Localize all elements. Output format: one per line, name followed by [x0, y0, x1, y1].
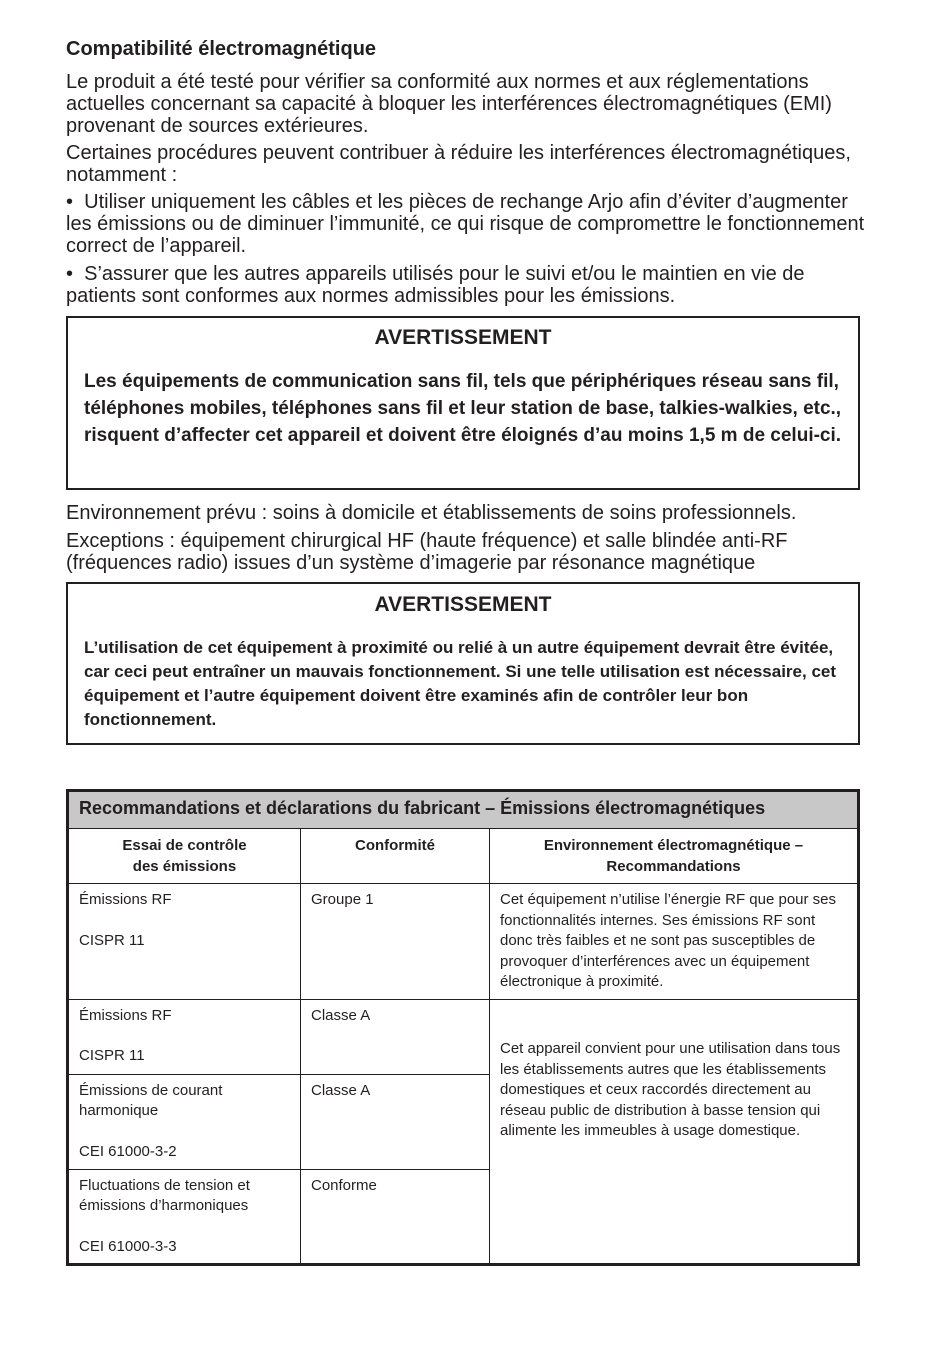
bullet-item — [66, 263, 866, 307]
compliance-cell: Classe A — [301, 999, 490, 1074]
column-header: Environnement électromagnétique – Recommandations — [490, 829, 859, 884]
table-row — [68, 999, 859, 1074]
warning-text: L’utilisation de cet équipement à proximité ou relié à un autre équipement devrait être évitée, car ceci peut entraîner un mauvais fonctionnement. Si une telle utilisation est nécessaire, cet équipement et l’autre équipement doivent être examinés afin de contrôler leur bon fonctionnement. — [84, 638, 837, 729]
environment-cell: Cet équipement n’utilise l’énergie RF que pour ses fonctionnalités internes. Ses émissions RF sont donc très faibles et ne sont pas susceptibles de provoquer d’interférences avec un équipement électronique à proximité. — [490, 884, 859, 1000]
emissions-table — [66, 789, 860, 1266]
bullet-item — [66, 191, 866, 257]
environment-cell: Cet appareil convient pour une utilisation dans tous les établissements autres que les établissements domestiques et ceux raccordés directement au réseau public de distribution à basse tension qui alimente les immeubles à usage domestique. — [490, 999, 859, 1265]
compliance-cell: Conforme — [301, 1169, 490, 1265]
intro-paragraph: Le produit a été testé pour vérifier sa conformité aux normes et aux réglementations actuelles concernant sa capacité à bloquer les interférences électromagnétiques (EMI) provenant de sources extérieures. — [66, 71, 832, 137]
warning-title: AVERTISSEMENT — [374, 593, 552, 616]
test-cell: Émissions RF CISPR 11 — [68, 884, 301, 1000]
compliance-cell: Groupe 1 — [301, 884, 490, 1000]
section-title: Compatibilité électromagnétique — [66, 38, 377, 60]
test-cell: Émissions RF CISPR 11 — [68, 999, 301, 1074]
bullet-marker: • — [66, 191, 85, 213]
procedures-paragraph: Certaines procédures peuvent contribuer à réduire les interférences électromagnétiques, notamment : — [66, 142, 851, 186]
warning-box — [66, 582, 860, 745]
compliance-cell: Classe A — [301, 1074, 490, 1169]
warning-box — [66, 316, 860, 490]
column-header: Conformité — [301, 829, 490, 884]
environment-paragraph: Environnement prévu : soins à domicile et établissements de soins professionnels. — [66, 502, 797, 524]
column-header: Essai de contrôle des émissions — [68, 829, 301, 884]
bullet-text: S’assurer que les autres appareils utilisés pour le suivi et/ou le maintien en vie de patients sont conformes aux normes admissibles pour les émissions. — [66, 263, 805, 307]
warning-text: Les équipements de communication sans fil, tels que périphériques réseau sans fil, téléphones mobiles, téléphones sans fil et leur station de base, talkies-walkies, etc., risquent d’affecter cet appareil et doivent être éloignés d’au moins 1,5 m de celui-ci. — [84, 371, 842, 446]
warning-title: AVERTISSEMENT — [374, 326, 552, 349]
test-cell: Émissions de courant harmonique CEI 61000-3-2 — [68, 1074, 301, 1169]
table-caption: Recommandations et déclarations du fabricant – Émissions électromagnétiques — [68, 791, 859, 829]
test-cell: Fluctuations de tension et émissions d’harmoniques CEI 61000-3-3 — [68, 1169, 301, 1265]
bullet-text: Utiliser uniquement les câbles et les pièces de rechange Arjo afin d’éviter d’augmenter les émissions ou de diminuer l’immunité, ce qui risque de compromettre le fonctionnement correct de l’appareil. — [66, 191, 865, 257]
table-row — [68, 884, 859, 1000]
exceptions-paragraph: Exceptions : équipement chirurgical HF (haute fréquence) et salle blindée anti-RF (fréquences radio) issues d’un système d’imagerie par résonance magnétique — [66, 530, 788, 574]
bullet-marker: • — [66, 263, 85, 285]
